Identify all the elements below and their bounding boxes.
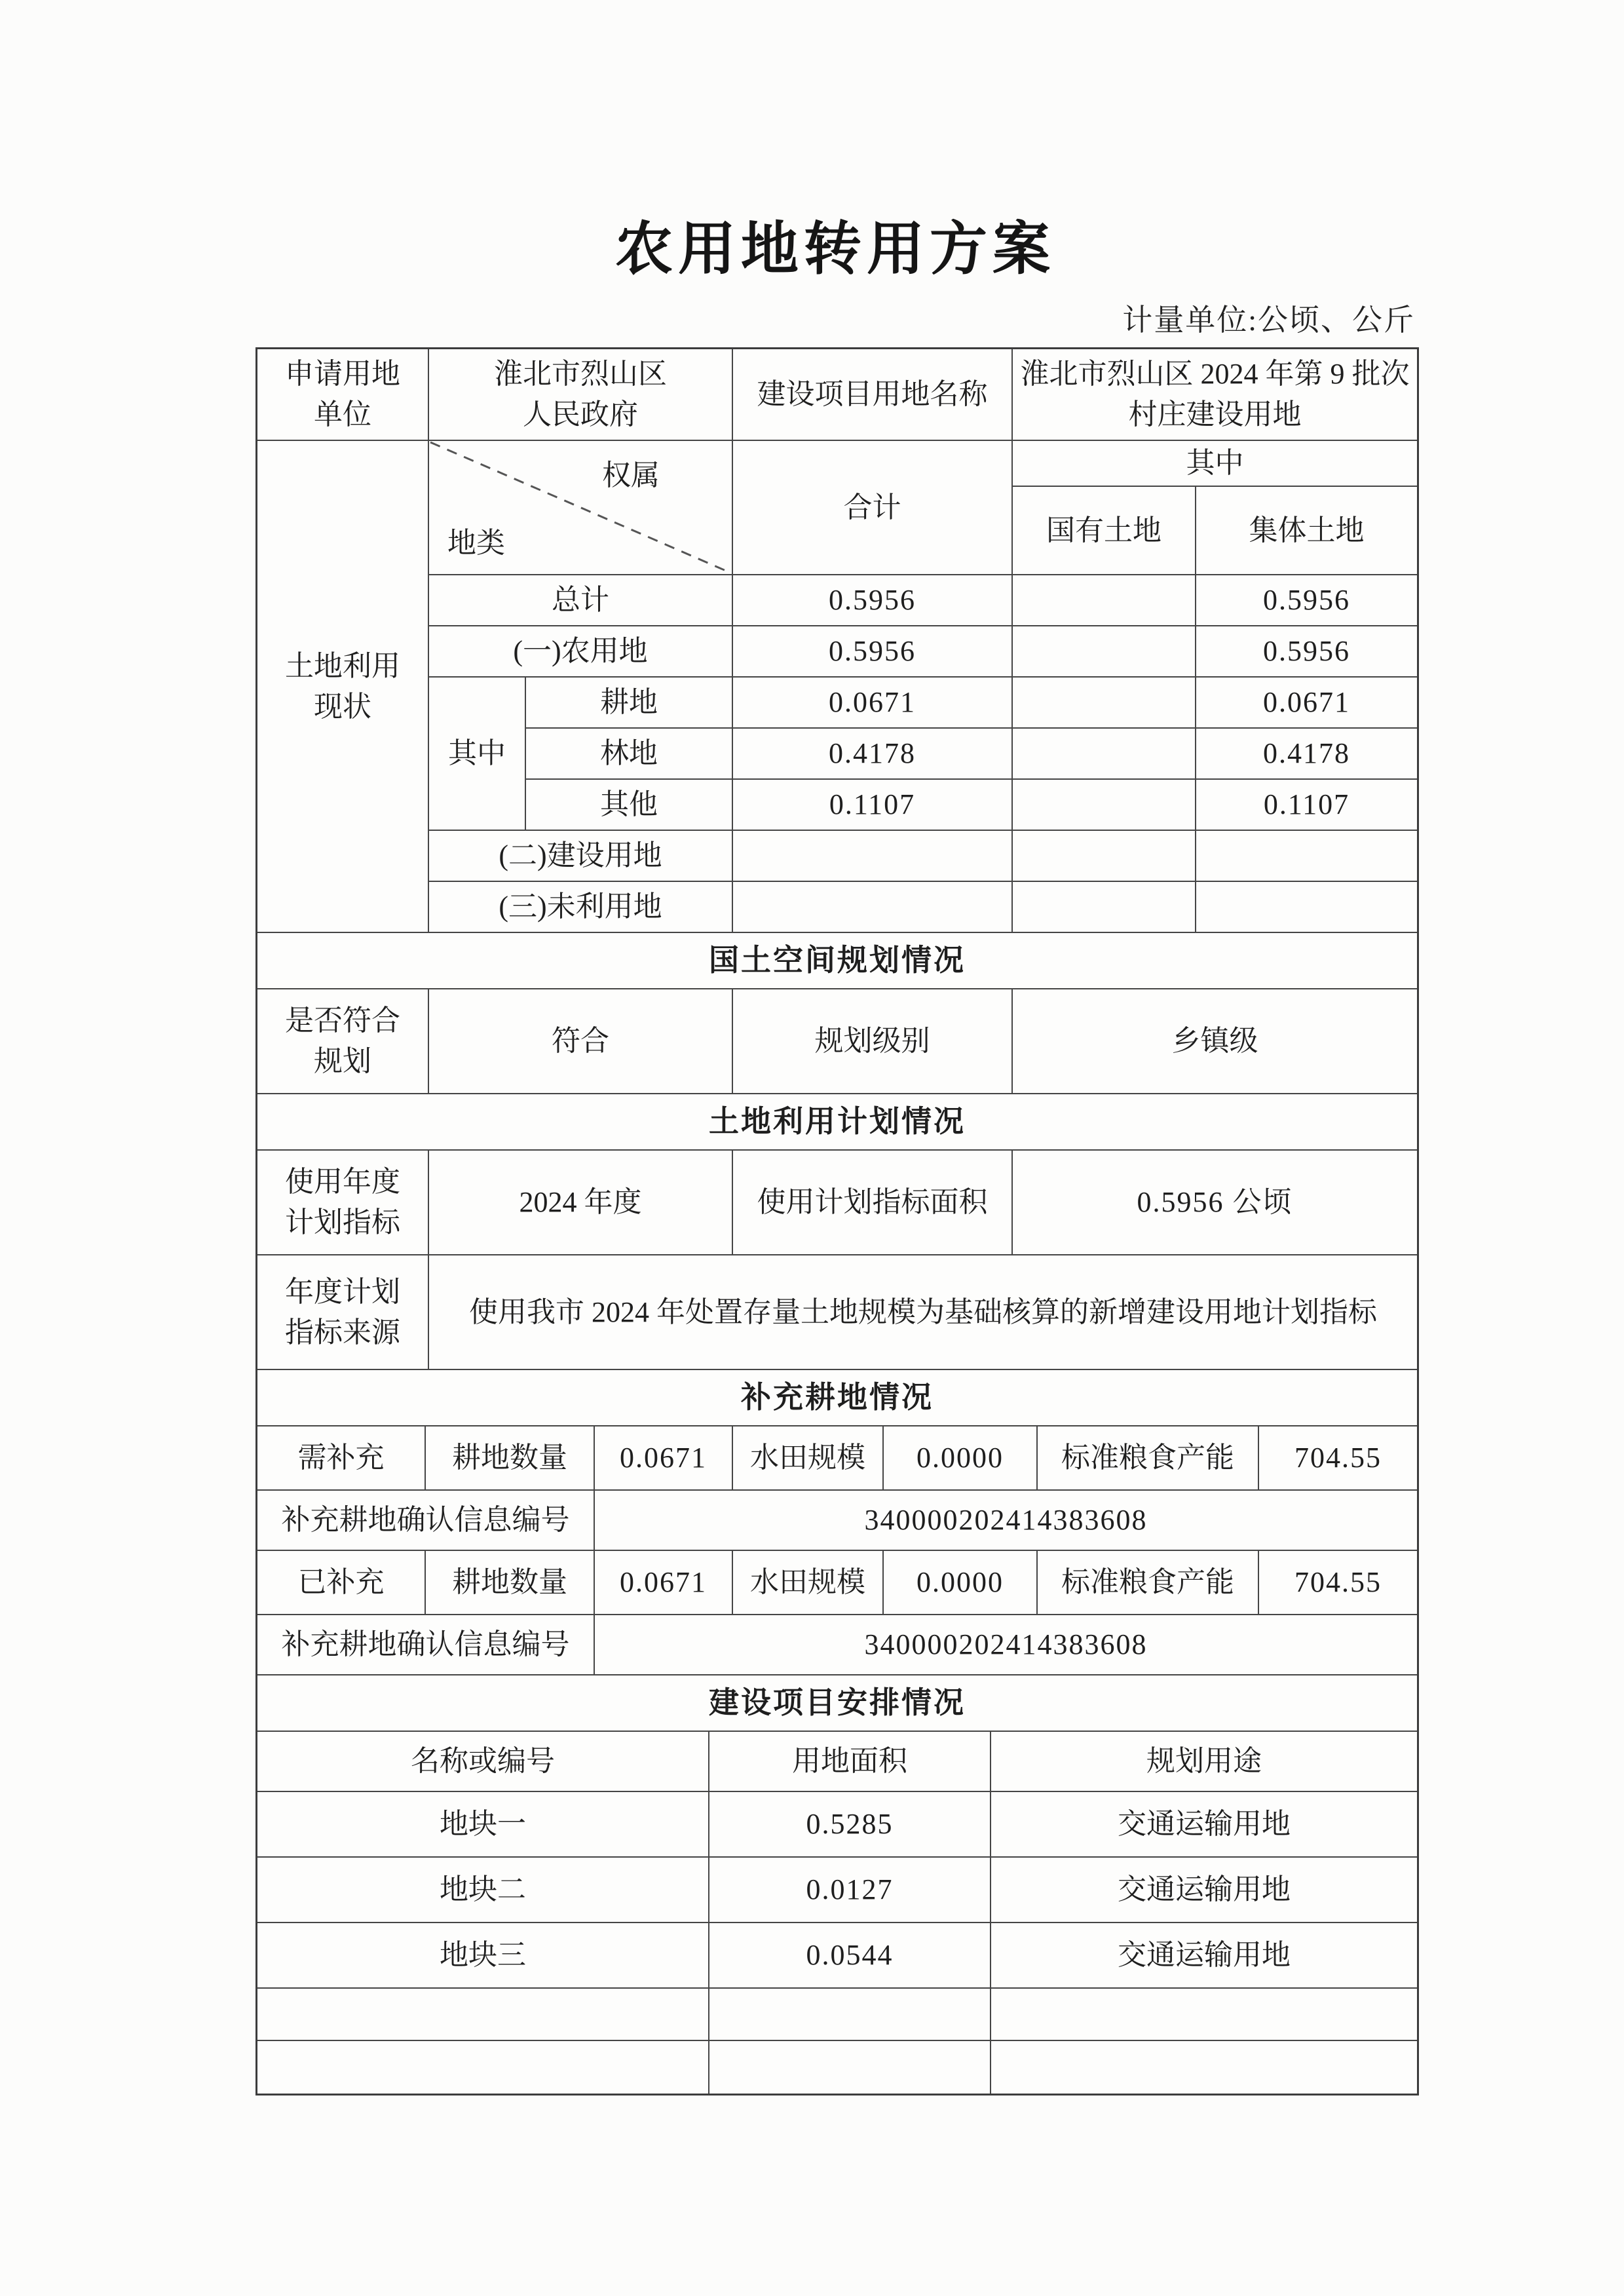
need-qty-value-cell: 0.0671 [595,1426,733,1491]
grand-total-total-value: 0.5956 [733,575,1013,626]
project-use-column-header: 规划用途 [991,1732,1417,1792]
land-status-side-cell [257,441,429,933]
indicator-source-label-cell [257,1255,429,1370]
annual-indicator-label-cell [257,1151,429,1255]
annual-indicator-value-cell: 2024 年度 [429,1151,733,1255]
grand-total-collective-value: 0.5956 [1196,575,1417,626]
empty-area-cell-2 [709,2041,991,2094]
measurement-unit-note: 计量单位:公顷、公斤 [1122,303,1415,337]
indicator-source-label: 年度计划指标来源 [285,1275,400,1349]
projects-block [257,1732,1417,2094]
row-label-unused: (三)未利用地 [429,882,733,933]
row-label-grand-total: 总计 [429,575,733,626]
plot2-name-cell: 地块二 [257,1858,709,1923]
diagonal-top-label: 权属 [602,459,660,491]
empty-name-cell-2 [257,2041,709,2094]
planning-level-value-cell: 乡镇级 [1013,989,1417,1094]
unused-total-value [733,882,1013,933]
construction-collective-value [1196,831,1417,882]
row-label-forest: 林地 [526,729,733,780]
plot3-area-cell: 0.0544 [709,1923,991,1989]
collective-land-column-header: 集体土地 [1196,487,1417,575]
among-column-header: 其中 [1013,441,1417,487]
planning-level-label-cell: 规划级别 [733,989,1013,1094]
done-paddy-label-cell: 水田规模 [733,1551,884,1615]
done-supplement-label-cell: 已补充 [257,1551,426,1615]
empty-use-cell-1 [991,1989,1417,2041]
done-confirm-label-cell: 补充耕地确认信息编号 [257,1615,595,1675]
forest-collective-value: 0.4178 [1196,729,1417,780]
applicant-row [257,349,1417,441]
land-status-side-label: 土地利用现状 [285,649,400,723]
project-name-column-header: 名称或编号 [257,1732,709,1792]
construction-total-value [733,831,1013,882]
done-capacity-label-cell: 标准粮食产能 [1038,1551,1259,1615]
empty-area-cell-1 [709,1989,991,2041]
row-label-agricultural: (一)农用地 [429,626,733,678]
diagonal-bottom-label: 地类 [447,527,505,560]
supplement-header-row [257,1370,1417,1426]
indicator-area-value-cell: 0.5956 公顷 [1013,1151,1417,1255]
unused-collective-value [1196,882,1417,933]
spatial-planning-row [257,989,1417,1094]
comply-label: 是否符合规划 [285,1004,400,1077]
agricultural-state-value [1013,626,1196,678]
diagonal-header-cell [429,441,733,575]
spatial-planning-section-title: 国土空间规划情况 [257,933,1417,989]
land-plan-header-row [257,1094,1417,1151]
plot2-use-cell: 交通运输用地 [991,1858,1417,1923]
need-confirm-label-cell: 补充耕地确认信息编号 [257,1491,595,1551]
comply-value-cell: 符合 [429,989,733,1094]
supplement-block [257,1426,1417,1675]
agricultural-total-value: 0.5956 [733,626,1013,678]
land-status-block [257,441,1417,933]
annual-indicator-label: 使用年度计划指标 [285,1166,400,1238]
supplement-section-title: 补充耕地情况 [257,1370,1417,1426]
done-capacity-value-cell: 704.55 [1259,1551,1417,1615]
plot1-use-cell: 交通运输用地 [991,1792,1417,1858]
project-area-column-header: 用地面积 [709,1732,991,1792]
agricultural-collective-value: 0.5956 [1196,626,1417,678]
row-label-cultivated: 耕地 [526,678,733,729]
plot1-name-cell: 地块一 [257,1792,709,1858]
cultivated-state-value [1013,678,1196,729]
project-value-cell: 淮北市烈山区 2024 年第 9 批次村庄建设用地 [1013,349,1417,441]
need-paddy-value-cell: 0.0000 [884,1426,1038,1491]
construction-state-value [1013,831,1196,882]
spatial-planning-header-row [257,933,1417,989]
applicant-label: 申请用地单位 [285,358,400,430]
applicant-value: 淮北市烈山区人民政府 [494,358,667,430]
need-capacity-value-cell: 704.55 [1259,1426,1417,1491]
plot1-area-cell: 0.5285 [709,1792,991,1858]
projects-header-row [257,1675,1417,1732]
total-column-header: 合计 [733,441,1013,575]
row-label-other: 其他 [526,780,733,831]
plot3-name-cell: 地块三 [257,1923,709,1989]
indicator-source-value-cell: 使用我市 2024 年处置存量土地规模为基础核算的新增建设用地计划指标 [429,1255,1417,1370]
need-capacity-label-cell: 标准粮食产能 [1038,1426,1259,1491]
need-paddy-label-cell: 水田规模 [733,1426,884,1491]
page-title: 农用地转用方案 [614,218,1055,282]
done-qty-label-cell: 耕地数量 [426,1551,595,1615]
need-confirm-value-cell: 340000202414383608 [595,1491,1417,1551]
form-table [255,347,1419,2095]
other-collective-value: 0.1107 [1196,780,1417,831]
among-group-cell: 其中 [429,678,526,831]
projects-section-title: 建设项目安排情况 [257,1675,1417,1732]
need-supplement-label-cell: 需补充 [257,1426,426,1491]
plot3-use-cell: 交通运输用地 [991,1923,1417,1989]
empty-name-cell-1 [257,1989,709,2041]
plot2-area-cell: 0.0127 [709,1858,991,1923]
land-plan-section-title: 土地利用计划情况 [257,1094,1417,1151]
other-state-value [1013,780,1196,831]
applicant-value-cell [429,349,733,441]
project-label-cell: 建设项目用地名称 [733,349,1013,441]
empty-use-cell-2 [991,2041,1417,2094]
state-land-column-header: 国有土地 [1013,487,1196,575]
forest-state-value [1013,729,1196,780]
row-label-construction: (二)建设用地 [429,831,733,882]
cultivated-collective-value: 0.0671 [1196,678,1417,729]
land-plan-rows [257,1151,1417,1370]
comply-label-cell [257,989,429,1094]
applicant-label-cell [257,349,429,441]
done-confirm-value-cell: 340000202414383608 [595,1615,1417,1675]
unused-state-value [1013,882,1196,933]
forest-total-value: 0.4178 [733,729,1013,780]
cultivated-total-value: 0.0671 [733,678,1013,729]
need-qty-label-cell: 耕地数量 [426,1426,595,1491]
grand-total-state-value [1013,575,1196,626]
done-paddy-value-cell: 0.0000 [884,1551,1038,1615]
done-qty-value-cell: 0.0671 [595,1551,733,1615]
other-total-value: 0.1107 [733,780,1013,831]
indicator-area-label-cell: 使用计划指标面积 [733,1151,1013,1255]
